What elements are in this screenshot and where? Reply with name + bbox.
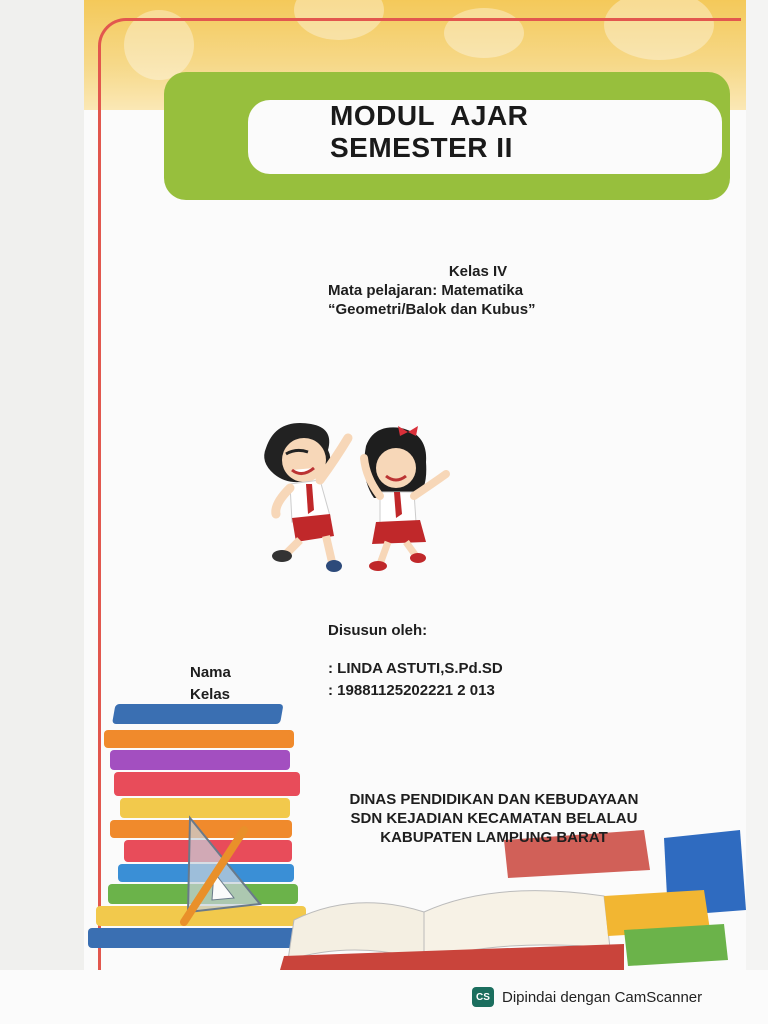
compiled-by-label: Disusun oleh: (328, 622, 428, 639)
girl-figure (364, 426, 446, 571)
title-line-2: SEMESTER II (330, 132, 513, 163)
institution-line-1: DINAS PENDIDIKAN DAN KEBUDAYAAN (349, 791, 639, 808)
cover-page (84, 0, 746, 970)
topic-text: “Geometri/Balok dan Kubus” (328, 301, 536, 318)
institution-block (324, 790, 664, 847)
subject-info (328, 262, 628, 319)
name-label: Nama (190, 664, 231, 681)
page-title (330, 100, 528, 164)
scan-margin (0, 0, 84, 1024)
class-label: Kelas (190, 686, 231, 703)
institution-line-2: SDN KEJADIAN KECAMATAN BELALAU (350, 810, 638, 827)
author-id: : 19881125202221 2 013 (328, 682, 495, 699)
open-book (280, 891, 624, 970)
camscanner-label: Dipindai dengan CamScanner (502, 988, 703, 1006)
camscanner-watermark (472, 983, 702, 1011)
institution-line-3: KABUPATEN LAMPUNG BARAT (380, 829, 608, 846)
author-name: : LINDA ASTUTI,S.Pd.SD (328, 660, 503, 677)
boy-figure (264, 423, 348, 572)
book-stack (88, 704, 318, 948)
subject-text: Mata pelajaran: Matematika (328, 282, 524, 299)
camscanner-icon: CS (472, 987, 494, 1007)
title-line-1: MODUL AJAR (330, 100, 529, 131)
students-illustration (256, 418, 466, 578)
grade-text: Kelas IV (448, 263, 508, 280)
